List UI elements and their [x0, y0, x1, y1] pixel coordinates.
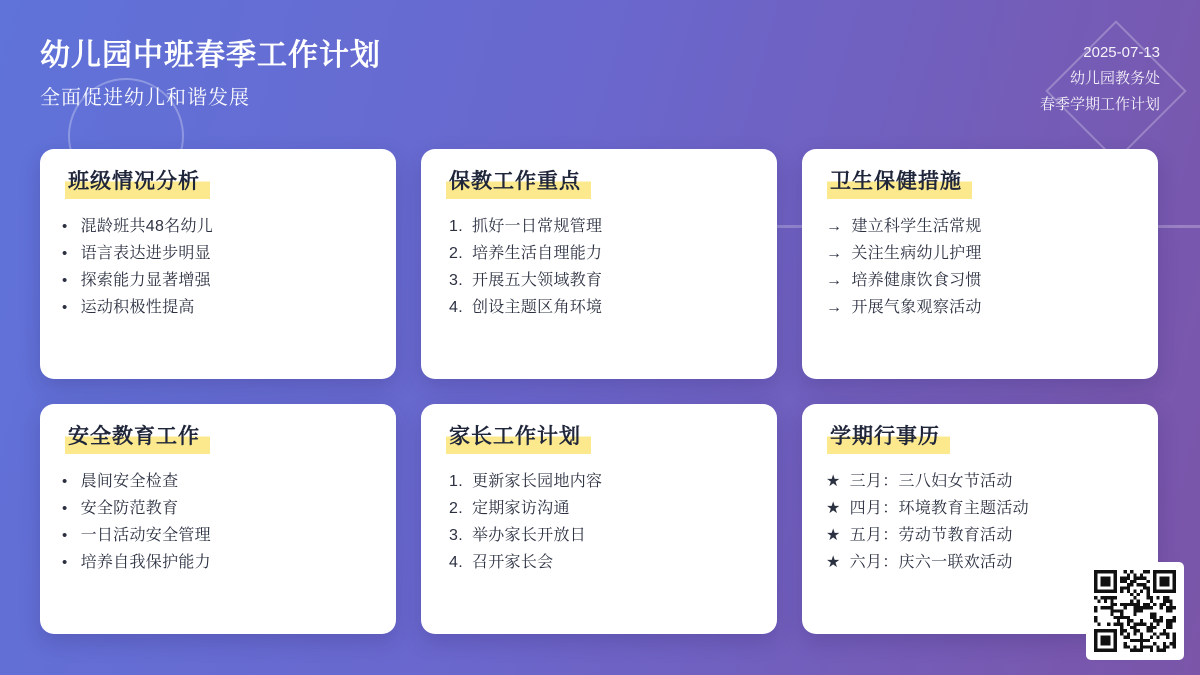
card-arrow-2	[802, 149, 1158, 379]
card-title: 卫生保健措施	[827, 167, 972, 199]
bullet-marker-icon: •	[62, 500, 68, 517]
list-item-text: 培养自我保护能力	[80, 554, 211, 571]
numbered-marker-icon: 4.	[449, 554, 463, 571]
meta-date: 2025-07-13	[1083, 44, 1160, 61]
list-item-text: 关注生病幼儿护理	[851, 245, 982, 262]
card-list	[826, 213, 1132, 321]
list-item-text: 培养生活自理能力	[471, 245, 603, 262]
list-item	[826, 468, 1132, 495]
list-item-text: 开展气象观察活动	[851, 299, 982, 316]
card-title: 学期行事历	[827, 422, 950, 454]
list-item	[62, 213, 370, 240]
card-title: 班级情况分析	[65, 167, 210, 199]
list-item-text: 抓好一日常规管理	[471, 218, 603, 235]
list-item	[826, 213, 1132, 240]
list-item-text: 安全防范教育	[80, 500, 179, 517]
bullet-marker-icon: •	[62, 299, 68, 316]
star-marker-icon: ★	[826, 500, 841, 517]
numbered-marker-icon: 1.	[449, 473, 463, 490]
list-item	[449, 267, 751, 294]
list-item-text: 三月：三八妇女节活动	[849, 473, 1013, 490]
card-title: 安全教育工作	[65, 422, 210, 454]
list-item	[62, 468, 370, 495]
card-title: 保教工作重点	[446, 167, 591, 199]
numbered-marker-icon: 2.	[449, 245, 463, 262]
list-item	[449, 240, 751, 267]
bullet-marker-icon: •	[62, 554, 68, 571]
page-subtitle: 全面促进幼儿和谐发展	[40, 87, 250, 109]
list-item	[826, 267, 1132, 294]
arrow-marker-icon: →	[826, 245, 843, 262]
list-item-text: 创设主题区角环境	[471, 299, 603, 316]
header-title-block	[40, 36, 381, 110]
numbered-marker-icon: 1.	[449, 218, 463, 235]
card-list	[449, 213, 751, 321]
list-item	[449, 213, 751, 240]
bullet-marker-icon: •	[62, 272, 68, 289]
list-item-text: 一日活动安全管理	[80, 527, 211, 544]
list-item-text: 举办家长开放日	[471, 527, 587, 544]
card-bullet-3	[40, 404, 396, 634]
arrow-marker-icon: →	[826, 299, 843, 316]
list-item-text: 混龄班共48名幼儿	[80, 218, 214, 235]
list-item	[449, 294, 751, 321]
list-item-text: 建立科学生活常规	[851, 218, 982, 235]
list-item-text: 语言表达进步明显	[80, 245, 211, 262]
list-item	[62, 549, 370, 576]
list-item	[826, 495, 1132, 522]
meta-plan-name: 春季学期工作计划	[1039, 96, 1160, 113]
list-item	[826, 240, 1132, 267]
list-item-text: 更新家长园地内容	[471, 473, 603, 490]
list-item	[62, 240, 370, 267]
list-item-text: 培养健康饮食习惯	[851, 272, 982, 289]
numbered-marker-icon: 3.	[449, 527, 463, 544]
list-item-text: 定期家访沟通	[471, 500, 570, 517]
card-list	[826, 468, 1132, 576]
card-numbered-1	[421, 149, 777, 379]
list-item-text: 运动积极性提高	[80, 299, 195, 316]
numbered-marker-icon: 3.	[449, 272, 463, 289]
arrow-marker-icon: →	[826, 272, 843, 289]
list-item	[449, 522, 751, 549]
card-list	[62, 468, 370, 576]
list-item	[449, 549, 751, 576]
star-marker-icon: ★	[826, 554, 841, 571]
list-item-text: 晨间安全检查	[80, 473, 179, 490]
list-item	[62, 294, 370, 321]
numbered-marker-icon: 4.	[449, 299, 463, 316]
list-item-text: 六月：庆六一联欢活动	[849, 554, 1013, 571]
bullet-marker-icon: •	[62, 245, 68, 262]
list-item	[62, 495, 370, 522]
bullet-marker-icon: •	[62, 473, 68, 490]
list-item-text: 召开家长会	[471, 554, 554, 571]
list-item	[62, 267, 370, 294]
star-marker-icon: ★	[826, 473, 841, 490]
header-meta	[1040, 40, 1160, 118]
list-item-text: 四月：环境教育主题活动	[849, 500, 1029, 517]
arrow-marker-icon: →	[826, 218, 843, 235]
list-item-text: 开展五大领域教育	[471, 272, 603, 289]
card-title: 家长工作计划	[446, 422, 591, 454]
page-title: 幼儿园中班春季工作计划	[40, 39, 381, 72]
list-item-text: 五月：劳动节教育活动	[849, 527, 1013, 544]
list-item	[826, 522, 1132, 549]
card-grid	[40, 149, 1158, 634]
meta-organization: 幼儿园教务处	[1069, 70, 1160, 87]
card-numbered-4	[421, 404, 777, 634]
card-list	[62, 213, 370, 321]
list-item	[62, 522, 370, 549]
list-item-text: 探索能力显著增强	[80, 272, 211, 289]
qr-code	[1086, 562, 1184, 660]
list-item	[449, 468, 751, 495]
card-list	[449, 468, 751, 576]
star-marker-icon: ★	[826, 527, 841, 544]
qr-code-image	[1094, 570, 1176, 652]
bullet-marker-icon: •	[62, 527, 68, 544]
list-item	[449, 495, 751, 522]
list-item	[826, 294, 1132, 321]
card-bullet-0	[40, 149, 396, 379]
numbered-marker-icon: 2.	[449, 500, 463, 517]
bullet-marker-icon: •	[62, 218, 68, 235]
